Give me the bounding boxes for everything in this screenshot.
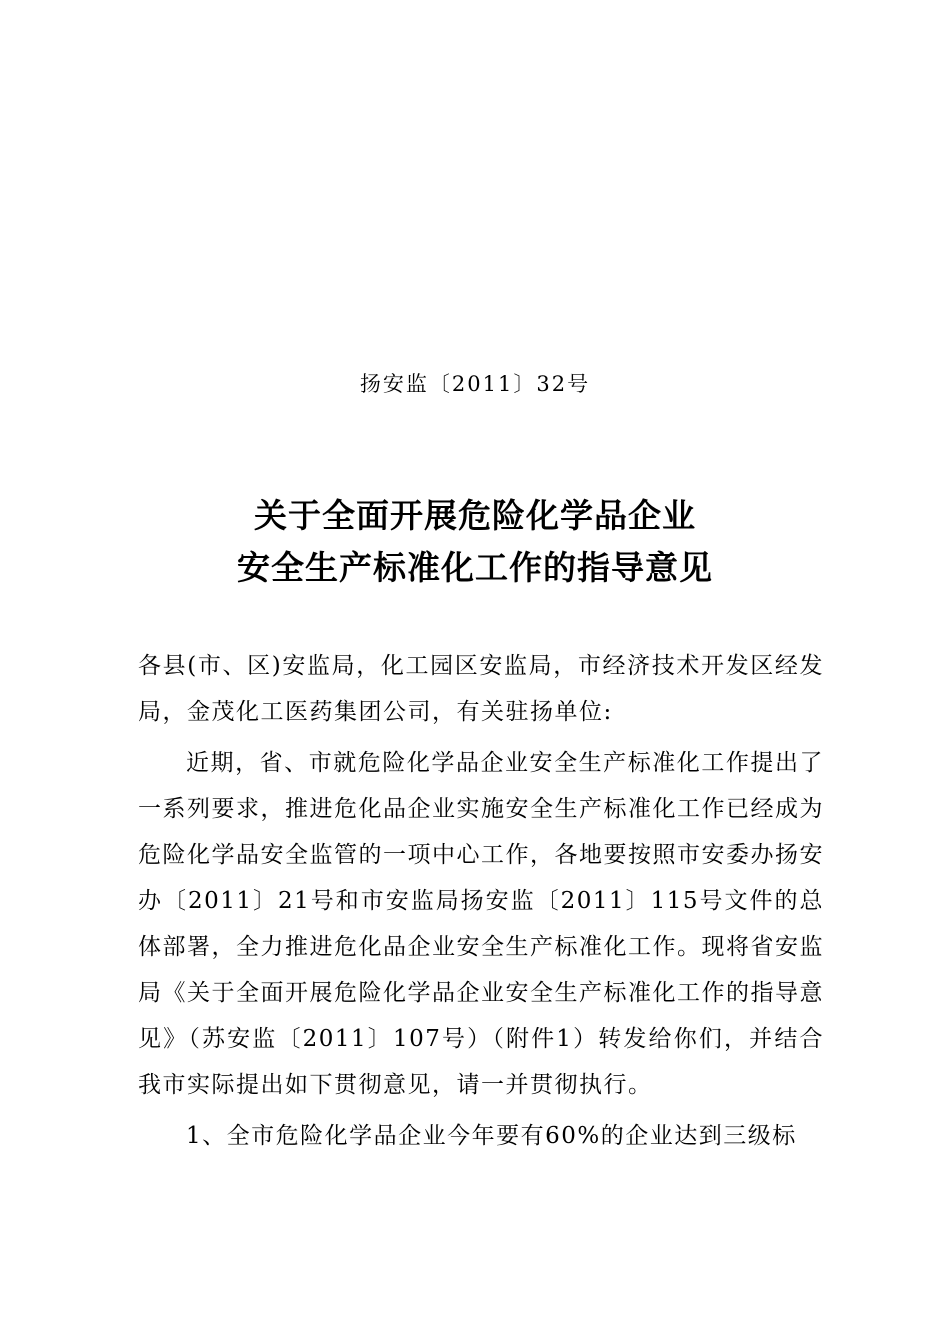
title-line-1: 关于全面开展危险化学品企业 — [254, 496, 696, 535]
paragraph-item-1: 1、全市危险化学品企业今年要有60%的企业达到三级标 — [186, 1123, 797, 1149]
paragraph-intro: 近期，省、市就危险化学品企业安全生产标准化工作提出了一系列要求，推进危化品企业实施安全生产标准化工作已经成为危险化学品安全监管的一项中心工作，各地要按照市安委办扬安办〔2011〕21号和市安监局扬安监〔2011〕115号文件的总体部署，全力推进危化品企业安全生产标准化工作。现将省安监局《关于全面开展危险化学品企业安全生产标准化工作的指导意见》（苏安监〔2011〕107号）（附件1）转发给你们，并结合我市实际提出如下贯彻意见，请一并贯彻执行。 — [138, 750, 824, 1098]
title-line-2: 安全生产标准化工作的指导意见 — [237, 548, 713, 587]
salutation: 各县(市、区)安监局，化工园区安监局，市经济技术开发区经发局，金茂化工医药集团公司，有关驻扬单位: — [138, 653, 824, 725]
document-title — [0, 490, 950, 594]
document-number: 扬安监〔2011〕32号 — [359, 372, 591, 396]
document-body — [138, 643, 824, 1164]
